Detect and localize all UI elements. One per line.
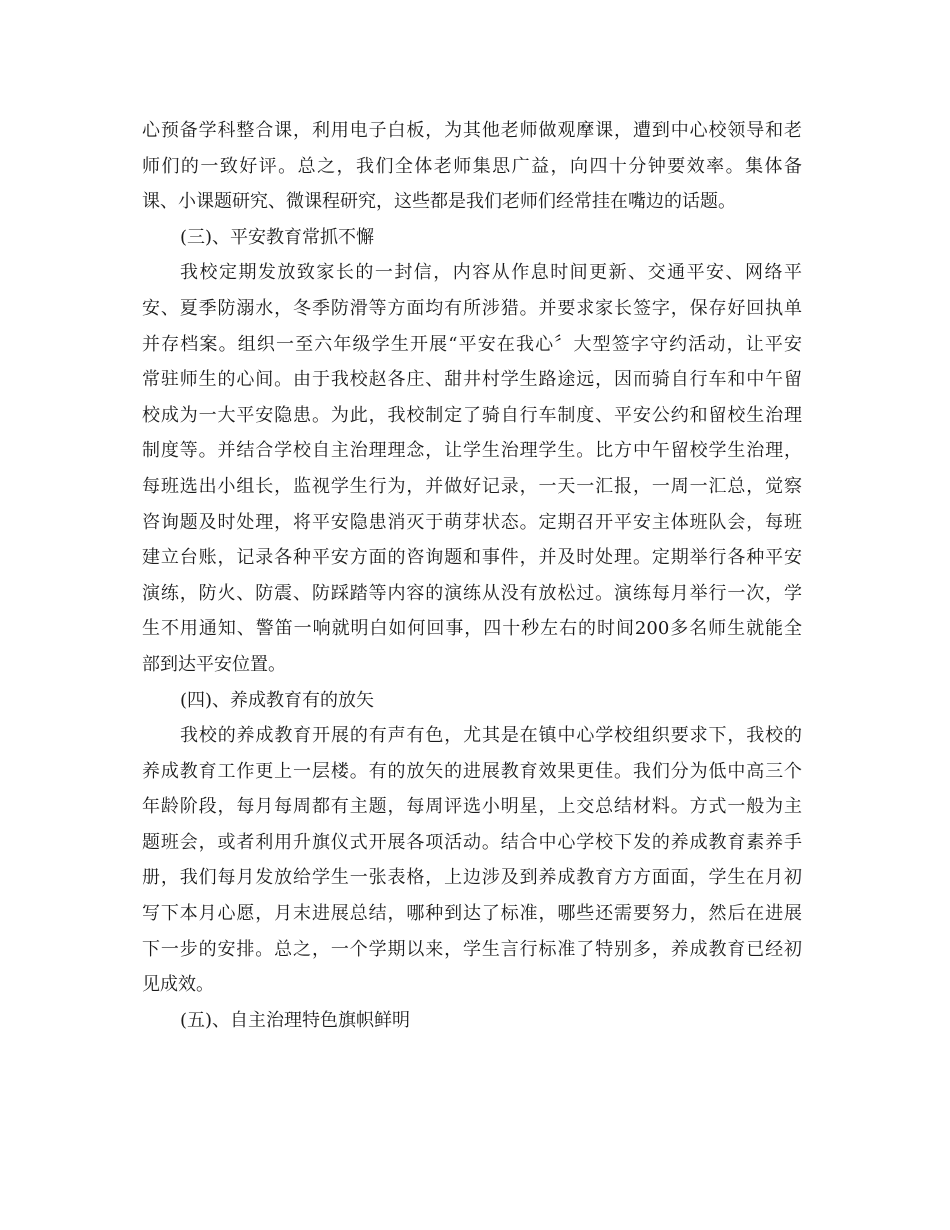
text-line: 题班会，或者利用升旗仪式开展各项活动。结合中心学校下发的养成教育素养手	[142, 831, 802, 853]
paragraph-teaching-quality	[142, 113, 802, 220]
text-line: 演练，防火、防震、防踩踏等内容的演练从没有放松过。演练每月举行一次，学	[142, 582, 802, 604]
text-line: 每班选出小组长，监视学生行为，并做好记录，一天一汇报，一周一汇总，觉察	[142, 475, 802, 497]
text-line: 下一步的安排。总之，一个学期以来，学生言行标准了特别多，养成教育已经初	[142, 938, 802, 960]
text-line: 常驻师生的心间。由于我校赵各庄、甜井村学生路途远，因而骑自行车和中午留	[142, 369, 802, 391]
text-line: 写下本月心愿，月末进展总结，哪种到达了标准，哪些还需要努力，然后在进展	[142, 903, 802, 925]
section-heading-habit: (四)、养成教育有的放矢	[180, 689, 375, 711]
text-line: 咨询题及时处理，将平安隐患消灭于萌芽状态。定期召开平安主体班队会，每班	[142, 511, 802, 533]
text-line: 养成教育工作更上一层楼。有的放矢的进展教育效果更佳。我们分为低中高三个	[142, 760, 802, 782]
section-heading-safety: (三)、平安教育常抓不懈	[180, 226, 375, 248]
text-line: 册，我们每月发放给学生一张表格，上边涉及到养成教育方方面面，学生在月初	[142, 867, 802, 889]
text-line: 生不用通知、警笛一响就明白如何回事，四十秒左右的时间200多名师生就能全	[142, 618, 802, 640]
text-line: 见成效。	[142, 974, 214, 996]
paragraph-safety	[142, 255, 802, 682]
text-line: 校成为一大平安隐患。为此，我校制定了骑自行车制度、平安公约和留校生治理	[142, 404, 802, 426]
text-line: 安、夏季防溺水，冬季防滑等方面均有所涉猎。并要求家长签字，保存好回执单	[142, 297, 802, 319]
text-line: 制度等。并结合学校自主治理理念，让学生治理学生。比方中午留校学生治理，	[142, 440, 802, 462]
text-line: 我校的养成教育开展的有声有色，尤其是在镇中心学校组织要求下，我校的	[180, 725, 802, 747]
text-line: 部到达平安位置。	[142, 653, 286, 675]
text-line: 年龄阶段，每月每周都有主题，每周评选小明星，上交总结材料。方式一般为主	[142, 796, 802, 818]
text-line: 心预备学科整合课，利用电子白板，为其他老师做观摩课，遭到中心校领导和老	[142, 120, 802, 141]
text-line: 师们的一致好评。总之，我们全体老师集思广益，向四十分钟要效率。集体备	[142, 155, 802, 177]
document-page	[142, 113, 802, 1038]
paragraph-habit	[142, 718, 802, 1003]
text-line: 建立台账，记录各种平安方面的咨询题和事件，并及时处理。定期举行各种平安	[142, 547, 802, 569]
text-line: 课、小课题研究、微课程研究，这些都是我们老师们经常挂在嘴边的话题。	[142, 191, 736, 213]
text-line: 并存档案。组织一至六年级学生开展“平安在我心〞大型签字守约活动，让平安	[142, 333, 802, 355]
text-line: 我校定期发放致家长的一封信，内容从作息时间更新、交通平安、网络平	[180, 262, 802, 284]
section-heading-self-management: (五)、自主治理特色旗帜鲜明	[180, 1009, 411, 1031]
